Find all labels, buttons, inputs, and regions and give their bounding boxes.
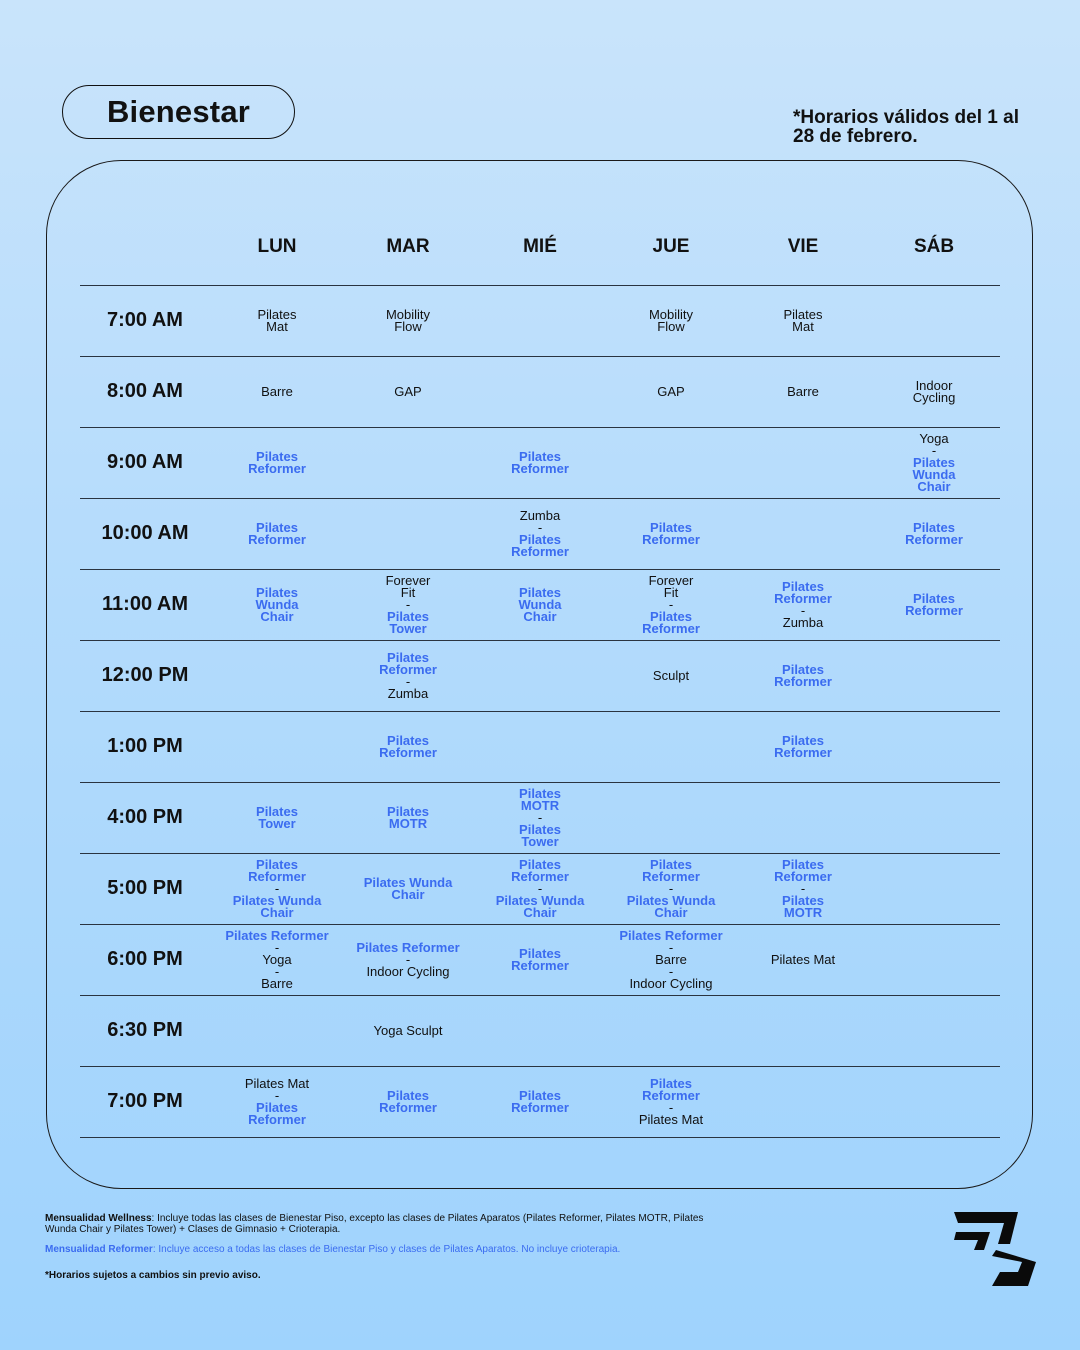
class-name: Pilates <box>519 856 561 872</box>
class-cell <box>212 427 342 498</box>
class-name: Zumba <box>519 507 561 523</box>
class-name: Tower <box>521 833 559 849</box>
time-label: 6:00 PM <box>107 948 183 970</box>
class-name: Chair <box>523 608 557 624</box>
class-name: Flow <box>394 318 422 334</box>
class-name: Pilates <box>387 803 429 819</box>
class-cell <box>738 285 868 356</box>
class-cell <box>212 285 342 356</box>
class-name: Reformer <box>379 744 437 760</box>
class-cell <box>606 356 736 427</box>
class-name: Reformer <box>379 661 437 677</box>
separator: - <box>668 596 674 612</box>
time-label: 11:00 AM <box>102 593 188 615</box>
class-cell <box>606 498 736 569</box>
class-cell <box>475 569 605 640</box>
class-name: Reformer <box>774 744 832 760</box>
class-name: Reformer <box>248 531 306 547</box>
class-name: Reformer <box>248 868 306 884</box>
day-header: VIE <box>787 236 819 257</box>
class-cell <box>343 782 473 853</box>
class-name: Reformer <box>905 531 963 547</box>
class-name: Forever <box>648 572 694 588</box>
class-cell <box>738 356 868 427</box>
separator: - <box>537 880 543 896</box>
class-name: Chair <box>391 886 425 902</box>
separator: - <box>537 519 543 535</box>
class-name: Pilates <box>519 584 561 600</box>
class-cell <box>212 498 342 569</box>
class-cell <box>212 356 342 427</box>
separator: - <box>800 880 806 896</box>
class-name: Pilates <box>256 448 298 464</box>
class-cell <box>475 427 605 498</box>
class-cell <box>343 356 473 427</box>
class-cell <box>475 498 605 569</box>
separator: - <box>668 939 674 955</box>
class-name: Wunda <box>255 596 299 612</box>
class-name: Wunda <box>912 466 956 482</box>
class-cell <box>869 569 999 640</box>
separator: - <box>405 596 411 612</box>
class-name: Pilates <box>783 306 823 322</box>
class-cell <box>343 285 473 356</box>
class-name: Chair <box>260 608 294 624</box>
class-name: Pilates <box>256 519 298 535</box>
class-name: Pilates <box>782 732 824 748</box>
class-cell <box>738 853 868 924</box>
separator: - <box>668 963 674 979</box>
class-name: Indoor Cycling <box>629 975 713 991</box>
separator: - <box>668 1099 674 1115</box>
separator: - <box>274 1087 280 1103</box>
class-cell <box>343 924 473 995</box>
class-cell <box>869 498 999 569</box>
class-cell <box>606 640 736 711</box>
class-name: Reformer <box>642 620 700 636</box>
class-name: Reformer <box>248 460 306 476</box>
class-name: Reformer <box>511 868 569 884</box>
time-label: 7:00 PM <box>107 1090 183 1112</box>
footnote-wellness-label: Mensualidad Wellness <box>45 1213 152 1224</box>
class-cell <box>475 1066 605 1137</box>
time-label: 6:30 PM <box>107 1019 183 1041</box>
class-cell <box>212 782 342 853</box>
class-name: Pilates <box>650 519 692 535</box>
class-cell <box>606 569 736 640</box>
class-name: Sculpt <box>652 667 690 683</box>
class-name: Wunda <box>518 596 562 612</box>
day-header: MIÉ <box>523 236 557 257</box>
class-name: Reformer <box>379 1099 437 1115</box>
class-cell <box>738 640 868 711</box>
page-title: Bienestar <box>62 85 295 139</box>
separator: - <box>537 809 543 825</box>
time-label: 9:00 AM <box>107 451 183 473</box>
class-name: Pilates <box>913 454 955 470</box>
class-name: Zumba <box>387 685 429 701</box>
class-cell <box>343 569 473 640</box>
class-name: Pilates <box>256 1099 298 1115</box>
class-name: Pilates <box>782 856 824 872</box>
class-cell <box>606 285 736 356</box>
class-name: Mat <box>792 318 814 334</box>
class-name: Pilates Wunda <box>363 874 453 890</box>
class-name: Pilates <box>387 608 429 624</box>
time-label: 10:00 AM <box>101 522 189 544</box>
class-name: Reformer <box>774 868 832 884</box>
class-name: Pilates Mat <box>638 1111 704 1127</box>
class-name: Pilates <box>256 803 298 819</box>
class-name: Yoga Sculpt <box>373 1022 443 1038</box>
class-name: Reformer <box>511 1099 569 1115</box>
time-label: 7:00 AM <box>107 309 183 331</box>
class-name: Reformer <box>642 868 700 884</box>
class-name: Barre <box>261 975 293 991</box>
class-cell <box>343 711 473 782</box>
class-name: Reformer <box>774 673 832 689</box>
class-name: Reformer <box>642 1087 700 1103</box>
class-name: MOTR <box>783 904 823 920</box>
time-label: 1:00 PM <box>107 735 183 757</box>
footnote-reformer <box>45 1244 725 1255</box>
separator: - <box>405 951 411 967</box>
class-cell <box>475 924 605 995</box>
class-name: Chair <box>260 904 294 920</box>
class-name: Pilates <box>913 590 955 606</box>
class-name: Mobility <box>385 306 431 322</box>
class-name: Indoor Cycling <box>366 963 450 979</box>
class-name: Pilates <box>913 519 955 535</box>
class-name: Yoga <box>262 951 292 967</box>
class-name: Chair <box>917 478 951 494</box>
class-name: Barre <box>261 383 293 399</box>
class-cell <box>343 640 473 711</box>
class-cell <box>475 782 605 853</box>
class-name: Pilates <box>257 306 297 322</box>
class-name: Mobility <box>648 306 694 322</box>
class-name: Pilates Reformer <box>619 927 723 943</box>
class-name: Barre <box>655 951 687 967</box>
separator: - <box>405 673 411 689</box>
class-name: Tower <box>258 815 296 831</box>
class-name: Pilates <box>650 608 692 624</box>
class-name: Chair <box>523 904 557 920</box>
brand-z-logo-icon <box>948 1210 1038 1290</box>
class-name: Reformer <box>511 543 569 559</box>
class-cell <box>738 569 868 640</box>
class-cell <box>606 853 736 924</box>
class-name: Pilates <box>387 649 429 665</box>
class-name: Pilates <box>387 732 429 748</box>
class-cell <box>343 995 473 1066</box>
class-name: Reformer <box>511 957 569 973</box>
time-label: 12:00 PM <box>101 664 189 686</box>
class-name: Pilates Mat <box>770 951 836 967</box>
class-cell <box>869 427 999 498</box>
class-name: Pilates Reformer <box>225 927 329 943</box>
class-name: Chair <box>654 904 688 920</box>
class-name: Zumba <box>782 614 824 630</box>
class-cell <box>343 853 473 924</box>
class-name: Pilates <box>519 945 561 961</box>
class-name: Fit <box>663 584 679 600</box>
class-name: Tower <box>389 620 427 636</box>
class-cell <box>869 356 999 427</box>
time-label: 8:00 AM <box>107 380 183 402</box>
day-header: MAR <box>386 236 430 257</box>
footnote-disclaimer: *Horarios sujetos a cambios sin previo aviso. <box>45 1270 261 1281</box>
class-name: Pilates Mat <box>244 1075 310 1091</box>
class-name: Pilates <box>650 856 692 872</box>
footnote-reformer-text: : Incluye acceso a todas las clases de Bienestar Piso y clases de Pilates Aparatos. No incluye crioterapia. <box>152 1244 621 1255</box>
class-name: MOTR <box>520 797 560 813</box>
class-name: Fit <box>400 584 416 600</box>
separator: - <box>274 963 280 979</box>
class-name: Pilates Reformer <box>356 939 460 955</box>
class-name: Reformer <box>905 602 963 618</box>
class-cell <box>343 1066 473 1137</box>
class-name: Reformer <box>511 460 569 476</box>
class-name: Flow <box>657 318 685 334</box>
row-divider <box>80 995 1000 996</box>
class-name: Pilates <box>782 661 824 677</box>
class-name: Pilates <box>782 892 824 908</box>
class-cell <box>738 711 868 782</box>
day-header: JUE <box>652 236 690 257</box>
class-name: Pilates <box>519 531 561 547</box>
class-name: Pilates Wunda <box>626 892 716 908</box>
time-label: 5:00 PM <box>107 877 183 899</box>
validity-note: *Horarios válidos del 1 al 28 de febrero. <box>793 107 1019 147</box>
separator: - <box>800 602 806 618</box>
class-name: Pilates <box>387 1087 429 1103</box>
separator: - <box>274 880 280 896</box>
class-name: Pilates Wunda <box>232 892 322 908</box>
class-cell <box>606 924 736 995</box>
class-cell <box>475 853 605 924</box>
footnote-wellness-text: : Incluye todas las clases de Bienestar Piso, excepto las clases de Pilates Aparatos (Pilates Reformer, Pilates MOTR, Pilates Wunda Chair y Pilates Tower) + Clases de Gimnasio + Crioterapia. <box>45 1213 704 1235</box>
class-cell <box>738 924 868 995</box>
separator: - <box>668 880 674 896</box>
class-name: Pilates <box>256 584 298 600</box>
class-name: Pilates <box>519 1087 561 1103</box>
class-name: MOTR <box>388 815 428 831</box>
day-header: LUN <box>257 236 297 257</box>
class-cell <box>212 853 342 924</box>
class-name: Pilates <box>519 821 561 837</box>
class-name: Forever <box>385 572 431 588</box>
class-name: Reformer <box>774 590 832 606</box>
class-name: Pilates <box>650 1075 692 1091</box>
class-name: Mat <box>266 318 288 334</box>
class-name: Reformer <box>248 1111 306 1127</box>
class-name: Pilates <box>782 578 824 594</box>
class-name: Pilates <box>519 785 561 801</box>
row-divider <box>80 1137 1000 1138</box>
class-cell <box>212 569 342 640</box>
class-name: Indoor <box>915 377 953 393</box>
time-label: 4:00 PM <box>107 806 183 828</box>
class-name: GAP <box>394 383 422 399</box>
class-cell <box>606 1066 736 1137</box>
class-name: Pilates Wunda <box>495 892 585 908</box>
class-name: Cycling <box>912 389 956 405</box>
separator: - <box>274 939 280 955</box>
class-name: Reformer <box>642 531 700 547</box>
class-name: Pilates <box>519 448 561 464</box>
separator: - <box>931 442 937 458</box>
class-name: Pilates <box>256 856 298 872</box>
footnote-reformer-label: Mensualidad Reformer <box>45 1244 153 1255</box>
class-name: Barre <box>787 383 819 399</box>
class-name: Yoga <box>919 430 949 446</box>
footnote-wellness <box>45 1213 725 1235</box>
day-header: SÁB <box>913 236 955 257</box>
class-cell <box>212 1066 342 1137</box>
class-name: GAP <box>657 383 685 399</box>
class-cell <box>212 924 342 995</box>
